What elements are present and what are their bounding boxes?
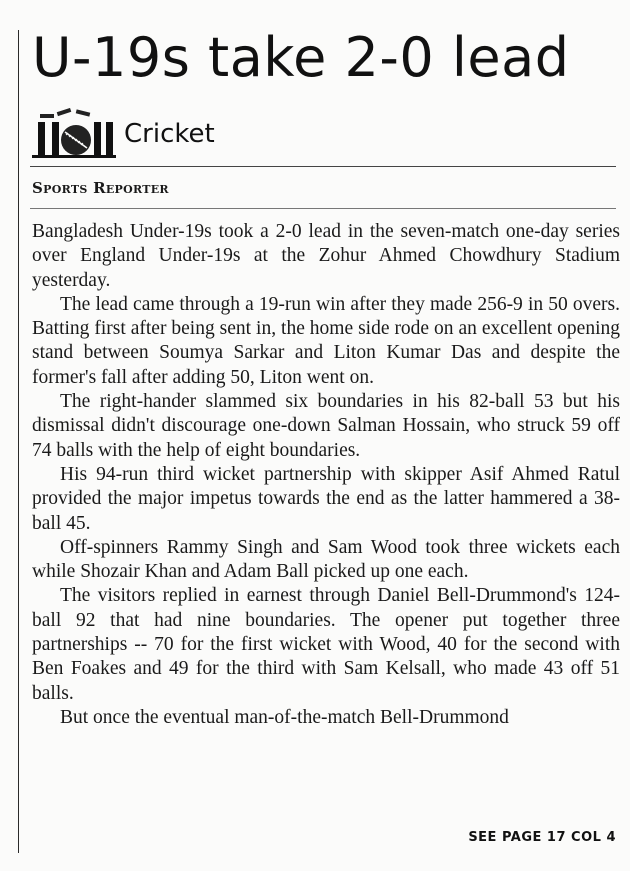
paragraph: The right-hander slammed six boundaries in his 82-ball 53 but his dismissal didn't discourage one-down Salman Hossain, who struck 59 off 74 balls with the help of eight boundaries. bbox=[32, 391, 620, 461]
column-rule bbox=[18, 30, 19, 853]
paragraph: Off-spinners Rammy Singh and Sam Wood took three wickets each while Shozair Khan and Adam Ball picked up one each. bbox=[32, 536, 620, 583]
cricket-stumps-ball-icon bbox=[32, 108, 116, 158]
paragraph: The lead came through a 19-run win after they made 256-9 in 50 overs. Batting first after being sent in, the home side rode on an excellent opening stand between Soumya Sarkar and Liton Kumar Das and despite the former's fall after adding 50, Liton went on. bbox=[32, 293, 620, 388]
paragraph: The visitors replied in earnest through Daniel Bell-Drummond's 124-ball 92 that had nine boundaries. The opener put together three partnerships -- 70 for the first wicket with Wood, 40 for the second with Ben Foakes and 49 for the third with Sam Kelsall, who made 43 off 51 balls. bbox=[32, 585, 620, 704]
paragraph: Bangladesh Under-19s took a 2-0 lead in the seven-match one-day series over England Under-19s at the Zohur Ahmed Chowdhury Stadium yesterday. bbox=[32, 221, 620, 291]
section-name: Cricket bbox=[124, 119, 215, 149]
headline: U-19s take 2-0 lead bbox=[32, 26, 570, 89]
section-label bbox=[32, 108, 332, 160]
paragraph: His 94-run third wicket partnership with skipper Asif Ahmed Ratul provided the major impetus towards the end as the latter hammered a 38-ball 45. bbox=[32, 463, 620, 534]
paragraph: But once the eventual man-of-the-match Bell-Drummond bbox=[60, 706, 509, 728]
divider bbox=[30, 208, 616, 209]
byline: Sports Reporter bbox=[32, 179, 169, 197]
divider bbox=[30, 166, 616, 167]
continuation-note: SEE PAGE 17 COL 4 bbox=[468, 830, 616, 845]
article-body bbox=[32, 220, 620, 730]
